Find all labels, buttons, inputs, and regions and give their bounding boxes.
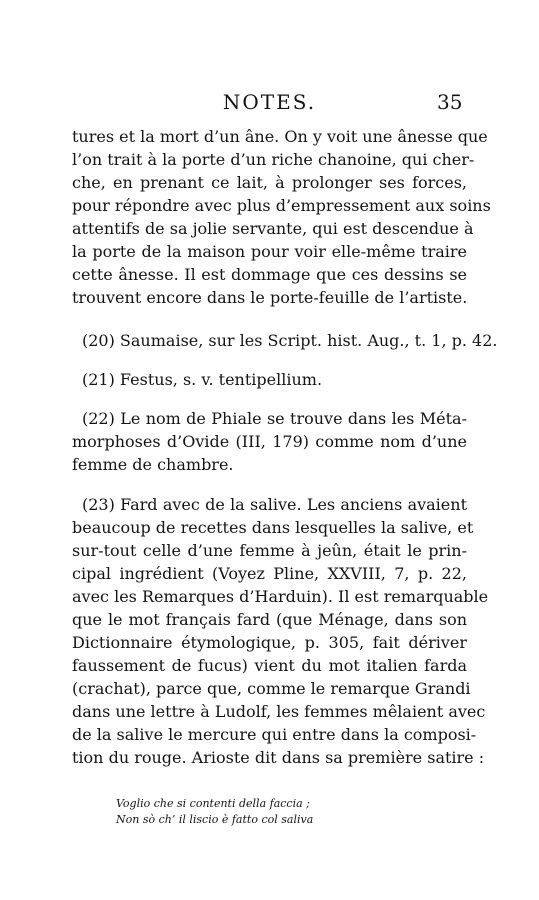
text-line: faussement de fucus) vient du mot italien farda	[72, 656, 467, 675]
note-23: (23) Fard avec de la salive. Les anciens avaient	[82, 495, 467, 514]
text-line: l’on trait à la porte d’un riche chanoine, qui cher-	[72, 150, 475, 169]
text-line: morphoses d’Ovide (III, 179) comme nom d’une	[72, 432, 467, 451]
text-line: beaucoup de recettes dans lesquelles la salive, et	[72, 518, 474, 537]
text-line: che, en prenant ce lait, à prolonger ses forces,	[72, 173, 467, 192]
text-line: attentifs de sa jolie servante, qui est descendue à	[72, 219, 474, 238]
text-line: cette ânesse. Il est dommage que ces dessins se	[72, 265, 467, 284]
note-21: (21) Festus, s. v. tentipellium.	[82, 370, 323, 389]
verse-line: Voglio che si contenti della faccia ;	[116, 797, 310, 810]
text-line: trouvent encore dans le porte-feuille de l’artiste.	[72, 288, 468, 307]
text-line: Dictionnaire étymologique, p. 305, fait dériver	[72, 633, 467, 652]
text-line: cipal ingrédient (Voyez Pline, XXVIII, 7, p. 22,	[72, 564, 467, 583]
text-line: femme de chambre.	[72, 455, 234, 474]
text-line: pour répondre avec plus d’empressement aux soins	[72, 196, 491, 215]
text-line: (crachat), parce que, comme le remarque Grandi	[72, 679, 471, 698]
text-line: avec les Remarques d’Harduin). Il est remarquable	[72, 587, 489, 606]
page-number: 35	[437, 90, 463, 114]
text-line: tures et la mort d’un âne. On y voit une ânesse que	[72, 127, 488, 146]
note-22: (22) Le nom de Phiale se trouve dans les Méta-	[82, 409, 467, 428]
text-line: dans une lettre à Ludolf, les femmes mêlaient avec	[72, 702, 486, 721]
text-line: que le mot français fard (que Ménage, dans son	[72, 610, 467, 629]
text-line: de la salive le mercure qui entre dans la composi-	[72, 725, 477, 744]
text-line: sur-tout celle d’une femme à jeûn, était le prin-	[72, 541, 467, 560]
text-line: tion du rouge. Arioste dit dans sa première satire :	[72, 748, 485, 767]
running-header-title: NOTES.	[222, 90, 317, 114]
text-line: la porte de la maison pour voir elle-même traire	[72, 242, 467, 261]
verse-line: Non sò ch’ il liscio è fatto col saliva	[116, 813, 314, 826]
note-20: (20) Saumaise, sur les Script. hist. Aug., t. 1, p. 42.	[82, 331, 498, 350]
